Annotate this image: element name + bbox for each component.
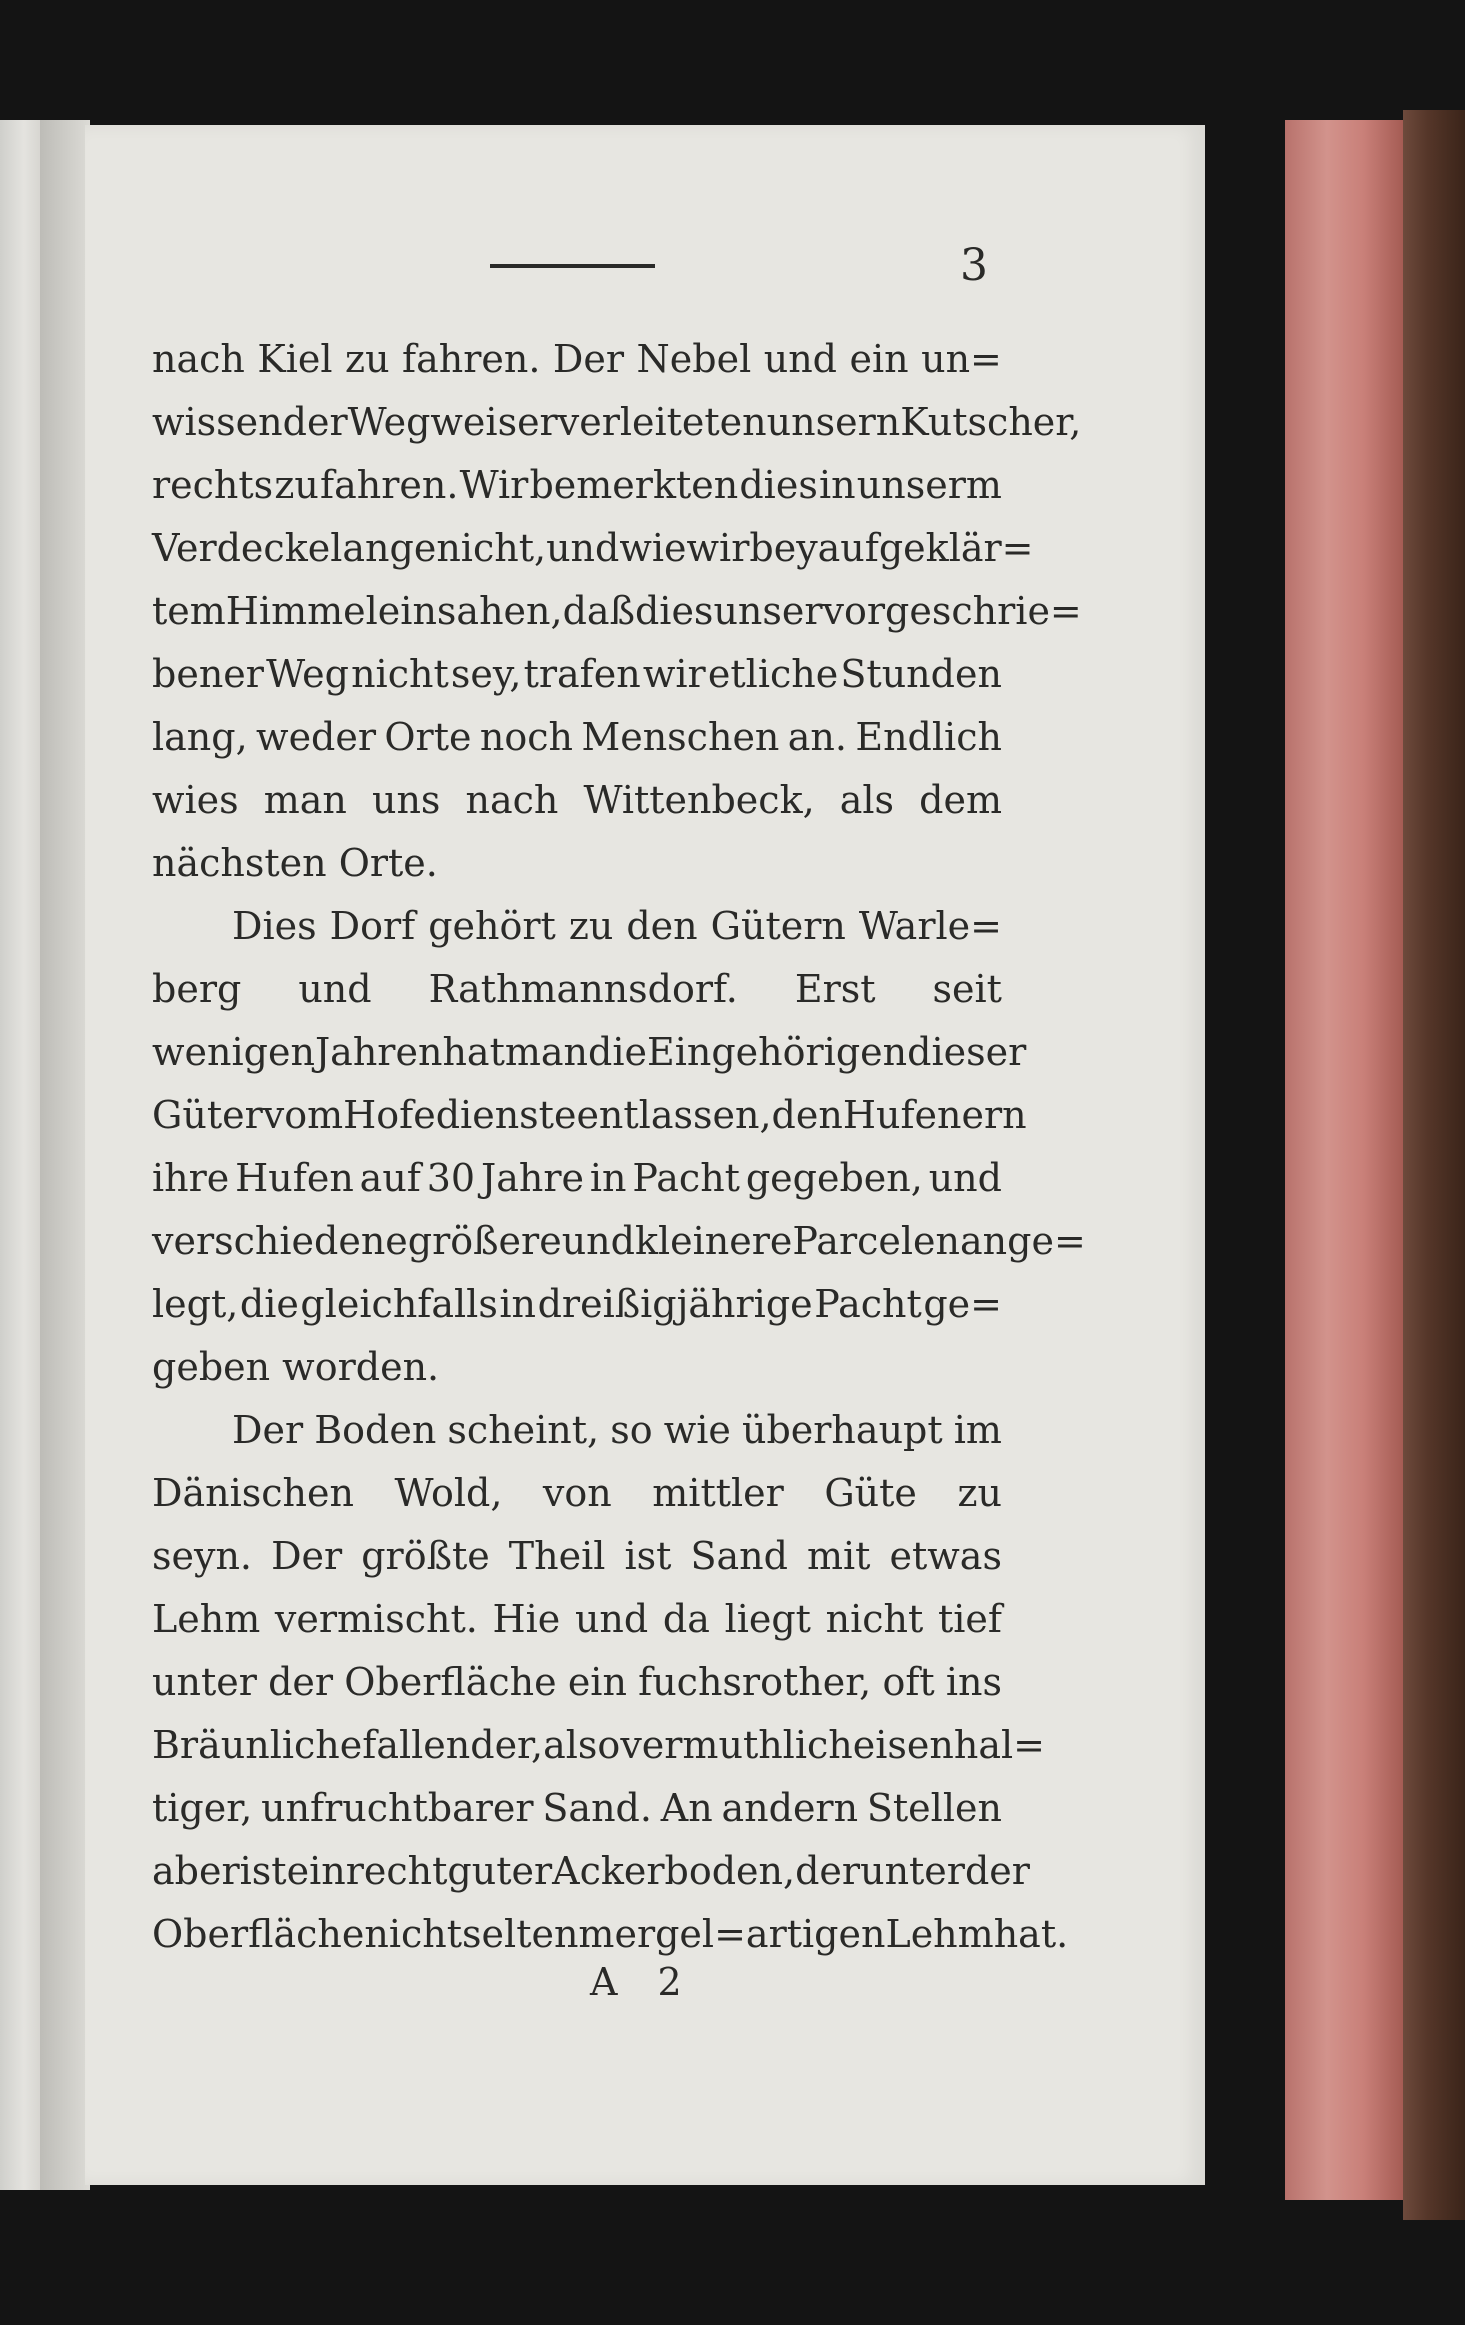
word: scheint, bbox=[447, 1408, 600, 1452]
word: daß bbox=[562, 589, 635, 633]
word: selten bbox=[462, 1912, 579, 1956]
word: wenigen bbox=[152, 1030, 315, 1074]
word: zu bbox=[568, 904, 614, 948]
word: entlassen, bbox=[576, 1093, 772, 1137]
word: einsahen, bbox=[377, 589, 563, 633]
word: in bbox=[499, 1282, 537, 1326]
word: nicht bbox=[825, 1597, 924, 1641]
word: tem bbox=[152, 589, 226, 633]
gutter-shadow bbox=[40, 120, 90, 2190]
word: Dies bbox=[232, 904, 317, 948]
text-line bbox=[152, 1147, 1002, 1210]
word: unfruchtbarer bbox=[261, 1786, 534, 1830]
word: ge= bbox=[923, 1282, 1002, 1326]
word: mittler bbox=[652, 1471, 784, 1515]
word: Wittenbeck, bbox=[583, 778, 815, 822]
word: Weg bbox=[266, 652, 349, 696]
word: andern bbox=[721, 1786, 859, 1830]
word: seit bbox=[932, 967, 1002, 1011]
page-number: 3 bbox=[960, 240, 988, 291]
word: den bbox=[771, 1093, 843, 1137]
word: wie bbox=[663, 1408, 731, 1452]
text-line bbox=[152, 1273, 1002, 1336]
word: etwas bbox=[889, 1534, 1002, 1578]
word: ins bbox=[945, 1660, 1002, 1704]
word: und bbox=[546, 526, 620, 570]
word: unserm bbox=[856, 463, 1002, 507]
text-line bbox=[152, 1462, 1002, 1525]
word: Dänischen bbox=[152, 1471, 354, 1515]
text-line bbox=[152, 958, 1002, 1021]
word: nicht, bbox=[436, 526, 547, 570]
word: Pacht bbox=[632, 1156, 740, 1200]
text-line bbox=[152, 1084, 1027, 1147]
word: nach bbox=[152, 337, 245, 381]
word: in bbox=[818, 463, 856, 507]
text-line bbox=[152, 706, 1002, 769]
word: verleiteten bbox=[557, 400, 767, 444]
word: ange= bbox=[960, 1219, 1086, 1263]
word: Güter bbox=[152, 1093, 263, 1137]
word: also bbox=[543, 1723, 621, 1767]
word: ein bbox=[849, 337, 909, 381]
word: man bbox=[263, 778, 347, 822]
word: hat bbox=[442, 1030, 505, 1074]
word: zu bbox=[274, 463, 319, 507]
word: da bbox=[662, 1597, 710, 1641]
word: Eingehörigen bbox=[646, 1030, 908, 1074]
word: Hufenern bbox=[842, 1093, 1027, 1137]
word: den bbox=[626, 904, 698, 948]
word: dreißigjährige bbox=[537, 1282, 813, 1326]
word: Hofedienste bbox=[343, 1093, 577, 1137]
word: zu bbox=[345, 337, 390, 381]
word: Himmel bbox=[225, 589, 378, 633]
word: Verdecke bbox=[152, 526, 331, 570]
word: weder bbox=[256, 715, 377, 759]
word: vermuthlich bbox=[620, 1723, 853, 1767]
text-line bbox=[152, 1651, 1002, 1714]
word: Theil bbox=[508, 1534, 606, 1578]
word: vom bbox=[262, 1093, 344, 1137]
word: Wold, bbox=[394, 1471, 503, 1515]
word: Stellen bbox=[866, 1786, 1002, 1830]
word: Oberfläche bbox=[344, 1660, 557, 1704]
word: fahren. bbox=[320, 463, 459, 507]
word: und bbox=[298, 967, 372, 1011]
word: Warle= bbox=[858, 904, 1002, 948]
text-line: nächsten Orte. bbox=[152, 841, 438, 885]
word: auf bbox=[359, 1156, 421, 1200]
text-line bbox=[152, 1777, 1002, 1840]
word: die bbox=[588, 1030, 647, 1074]
word: Lehm bbox=[152, 1597, 261, 1641]
word: bey bbox=[749, 526, 818, 570]
word: fallender, bbox=[362, 1723, 544, 1767]
word: Ackerboden, bbox=[552, 1849, 796, 1893]
word: un= bbox=[921, 337, 1002, 381]
word: von bbox=[542, 1471, 612, 1515]
word: man bbox=[504, 1030, 589, 1074]
word: ein bbox=[567, 1660, 627, 1704]
text-line bbox=[152, 517, 1034, 580]
text-line bbox=[152, 1588, 1002, 1651]
word: und bbox=[763, 337, 838, 381]
word: Jahren bbox=[314, 1030, 443, 1074]
word: ist bbox=[624, 1534, 672, 1578]
word: Kutscher, bbox=[900, 400, 1082, 444]
word: Kiel bbox=[257, 337, 333, 381]
word: 30 bbox=[426, 1156, 476, 1200]
word: an. bbox=[787, 715, 847, 759]
text-line bbox=[152, 1210, 1086, 1273]
word: wir bbox=[642, 652, 706, 696]
word: Stunden bbox=[840, 652, 1002, 696]
word: gleichfalls bbox=[300, 1282, 498, 1326]
text-line bbox=[152, 769, 1002, 832]
word: wissender bbox=[152, 400, 348, 444]
word: die bbox=[239, 1282, 299, 1326]
book-cover-edge bbox=[1403, 110, 1465, 2220]
word: Der bbox=[271, 1534, 343, 1578]
word: nach bbox=[465, 778, 559, 822]
word: überhaupt bbox=[741, 1408, 943, 1452]
word: Bräunliche bbox=[152, 1723, 363, 1767]
word: mergel=artigen bbox=[578, 1912, 886, 1956]
word: Jahre bbox=[480, 1156, 584, 1200]
word: der bbox=[268, 1660, 334, 1704]
word: Pacht bbox=[814, 1282, 922, 1326]
word: gehört bbox=[428, 904, 556, 948]
word: fahren. bbox=[402, 337, 541, 381]
word: nicht bbox=[364, 1912, 463, 1956]
text-line bbox=[152, 328, 1002, 391]
word: Rathmannsdorf. bbox=[428, 967, 738, 1011]
word: Sand. bbox=[542, 1786, 652, 1830]
word: An bbox=[660, 1786, 713, 1830]
word: tief bbox=[937, 1597, 1002, 1641]
word: größte bbox=[361, 1534, 490, 1578]
text-line bbox=[152, 643, 1002, 706]
word: recht bbox=[345, 1849, 448, 1893]
word: uns bbox=[371, 778, 441, 822]
word: Erst bbox=[794, 967, 876, 1011]
text-line bbox=[152, 1840, 1030, 1903]
word: ihre bbox=[152, 1156, 230, 1200]
word: Menschen bbox=[581, 715, 780, 759]
word: ein bbox=[286, 1849, 346, 1893]
word: kleinere bbox=[634, 1219, 793, 1263]
signature-mark: A 2 bbox=[590, 1960, 696, 2004]
word: aufgeklär= bbox=[817, 526, 1034, 570]
word: als bbox=[839, 778, 895, 822]
word: dies bbox=[739, 463, 818, 507]
word: guter bbox=[447, 1849, 553, 1893]
word: der bbox=[795, 1849, 861, 1893]
word: Gütern bbox=[710, 904, 846, 948]
word: unsern bbox=[766, 400, 901, 444]
word: bener bbox=[152, 652, 264, 696]
word: fuchsrother, bbox=[638, 1660, 872, 1704]
word: berg bbox=[152, 967, 242, 1011]
word: liegt bbox=[724, 1597, 811, 1641]
text-line bbox=[152, 895, 1002, 958]
word: so bbox=[610, 1408, 653, 1452]
word: legt, bbox=[152, 1282, 239, 1326]
word: wie bbox=[619, 526, 687, 570]
word: Dorf bbox=[329, 904, 416, 948]
word: Sand bbox=[690, 1534, 788, 1578]
word: und bbox=[928, 1156, 1002, 1200]
text-line bbox=[152, 580, 1082, 643]
word: Lehm bbox=[885, 1912, 994, 1956]
text-line bbox=[152, 1525, 1002, 1588]
word: mit bbox=[807, 1534, 871, 1578]
word: wir bbox=[686, 526, 750, 570]
text-line bbox=[152, 1021, 1027, 1084]
word: unter bbox=[152, 1660, 257, 1704]
word: Oberfläche bbox=[152, 1912, 365, 1956]
word: sey, bbox=[450, 652, 522, 696]
word: lang, bbox=[152, 715, 248, 759]
word: größere bbox=[407, 1219, 562, 1263]
word: und bbox=[574, 1597, 649, 1641]
word: seyn. bbox=[152, 1534, 253, 1578]
page-edges-red bbox=[1285, 120, 1405, 2200]
word: verschiedene bbox=[152, 1219, 408, 1263]
word: rechts bbox=[152, 463, 274, 507]
word: vermischt. bbox=[274, 1597, 478, 1641]
word: zu bbox=[957, 1471, 1002, 1515]
word: Güte bbox=[824, 1471, 917, 1515]
word: lange bbox=[330, 526, 437, 570]
word: trafen bbox=[523, 652, 641, 696]
header-rule bbox=[490, 264, 655, 268]
word: oft bbox=[882, 1660, 935, 1704]
body-text bbox=[152, 328, 1086, 1966]
word: Der bbox=[232, 1408, 304, 1452]
word: in bbox=[589, 1156, 627, 1200]
word: dieser bbox=[907, 1030, 1027, 1074]
word: und bbox=[561, 1219, 635, 1263]
word: Nebel bbox=[636, 337, 752, 381]
text-line bbox=[152, 1399, 1002, 1462]
text-line bbox=[152, 1714, 1045, 1777]
word: Parcelen bbox=[792, 1219, 960, 1263]
word: ist bbox=[239, 1849, 287, 1893]
word: bemerkten bbox=[529, 463, 739, 507]
word: etliche bbox=[707, 652, 839, 696]
text-line bbox=[152, 391, 1082, 454]
word: Hufen bbox=[235, 1156, 354, 1200]
word: Boden bbox=[314, 1408, 437, 1452]
word: wies bbox=[152, 778, 239, 822]
word: Wir bbox=[459, 463, 529, 507]
word: Hie bbox=[492, 1597, 561, 1641]
word: unter bbox=[860, 1849, 965, 1893]
left-page-edge bbox=[0, 120, 40, 2190]
word: im bbox=[953, 1408, 1002, 1452]
word: hat. bbox=[993, 1912, 1069, 1956]
word: eisenhal= bbox=[852, 1723, 1045, 1767]
text-line: geben worden. bbox=[152, 1345, 440, 1389]
word: Endlich bbox=[855, 715, 1002, 759]
text-line bbox=[152, 454, 1002, 517]
word: aber bbox=[152, 1849, 240, 1893]
word: gegeben, bbox=[745, 1156, 923, 1200]
text-line bbox=[152, 1903, 1069, 1966]
word: tiger, bbox=[152, 1786, 253, 1830]
word: Der bbox=[552, 337, 625, 381]
word: unser bbox=[713, 589, 823, 633]
word: Wegweiser bbox=[347, 400, 558, 444]
word: noch bbox=[479, 715, 573, 759]
word: nicht bbox=[351, 652, 449, 696]
word: vorgeschrie= bbox=[822, 589, 1082, 633]
word: Orte bbox=[384, 715, 472, 759]
word: der bbox=[964, 1849, 1030, 1893]
word: dem bbox=[919, 778, 1002, 822]
word: dies bbox=[634, 589, 714, 633]
